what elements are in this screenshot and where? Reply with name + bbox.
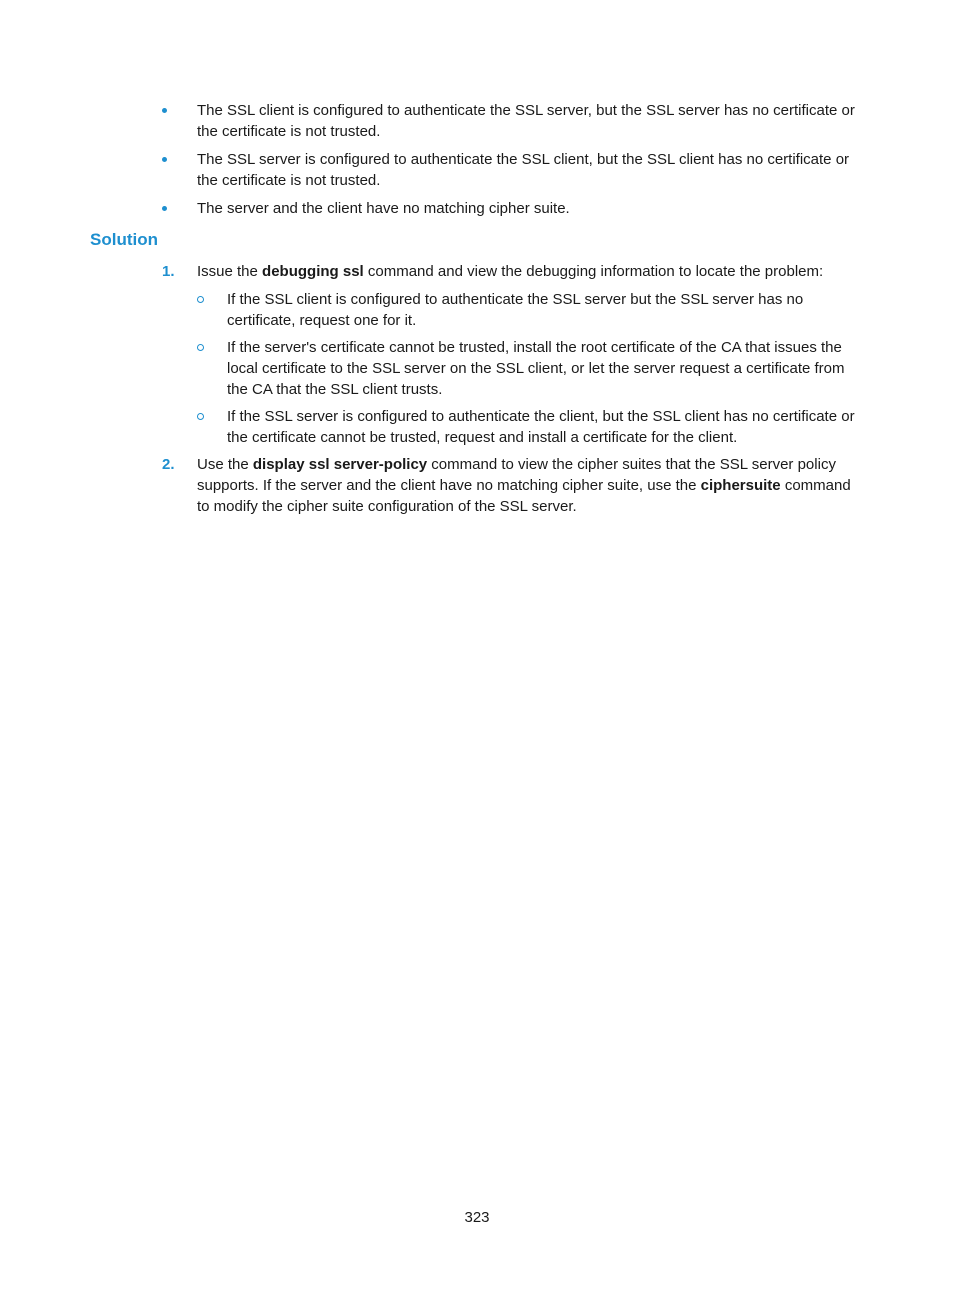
step-1 — [162, 261, 866, 448]
step-text-part: command and view the debugging information to locate the problem: — [363, 263, 824, 280]
sub-item-text: If the SSL client is configured to authenticate the SSL server but the SSL server has no certificate, request one for it. — [227, 291, 804, 329]
step-text-part: command to modify the cipher suite configuration of the SSL server. — [197, 477, 851, 515]
sub-list-item — [197, 406, 866, 448]
list-item — [162, 198, 866, 219]
command-name: display ssl server-policy — [252, 456, 428, 473]
step-text-part: Use the — [197, 456, 253, 473]
sub-item-text: If the SSL server is configured to authenticate the client, but the SSL client has no certificate or the certificate cannot be trusted, request and install a certificate for the client. — [227, 408, 855, 446]
command-name: ciphersuite — [700, 477, 781, 494]
bullet-text: The SSL server is configured to authenticate the SSL client, but the SSL client has no certificate or the certificate is not trusted. — [197, 151, 850, 189]
step-text — [197, 454, 866, 517]
hollow-circle-icon — [197, 344, 204, 351]
step-number: 2. — [162, 456, 175, 473]
command-name: debugging ssl — [262, 263, 364, 280]
sub-list-item — [197, 289, 866, 331]
hollow-circle-icon — [197, 296, 204, 303]
sub-list — [197, 289, 866, 448]
hollow-circle-icon — [197, 413, 204, 420]
step-text — [197, 261, 866, 282]
step-text-part: Issue the — [197, 263, 263, 280]
step-text-part: command to view the cipher suites that the SSL server policy supports. If the server and the client have no matching cipher suite, use the — [197, 456, 836, 494]
step-number: 1. — [162, 263, 175, 280]
bullet-list — [162, 100, 866, 226]
bullet-dot-icon — [162, 157, 167, 162]
bullet-text: The server and the client have no matching cipher suite. — [197, 200, 570, 217]
list-item — [162, 100, 866, 142]
page-number: 323 — [464, 1209, 490, 1226]
bullet-dot-icon — [162, 108, 167, 113]
sub-item-text: If the server's certificate cannot be trusted, install the root certificate of the CA that issues the local certificate to the SSL server on the SSL client, or let the server request a certificate from the CA that the SSL client trusts. — [227, 339, 845, 398]
step-2 — [162, 454, 866, 517]
solution-steps — [162, 261, 866, 523]
section-heading: Solution — [90, 230, 158, 249]
sub-list-item — [197, 337, 866, 400]
bullet-dot-icon — [162, 206, 167, 211]
bullet-text: The SSL client is configured to authenticate the SSL server, but the SSL server has no certificate or the certificate is not trusted. — [197, 102, 855, 140]
list-item — [162, 149, 866, 191]
